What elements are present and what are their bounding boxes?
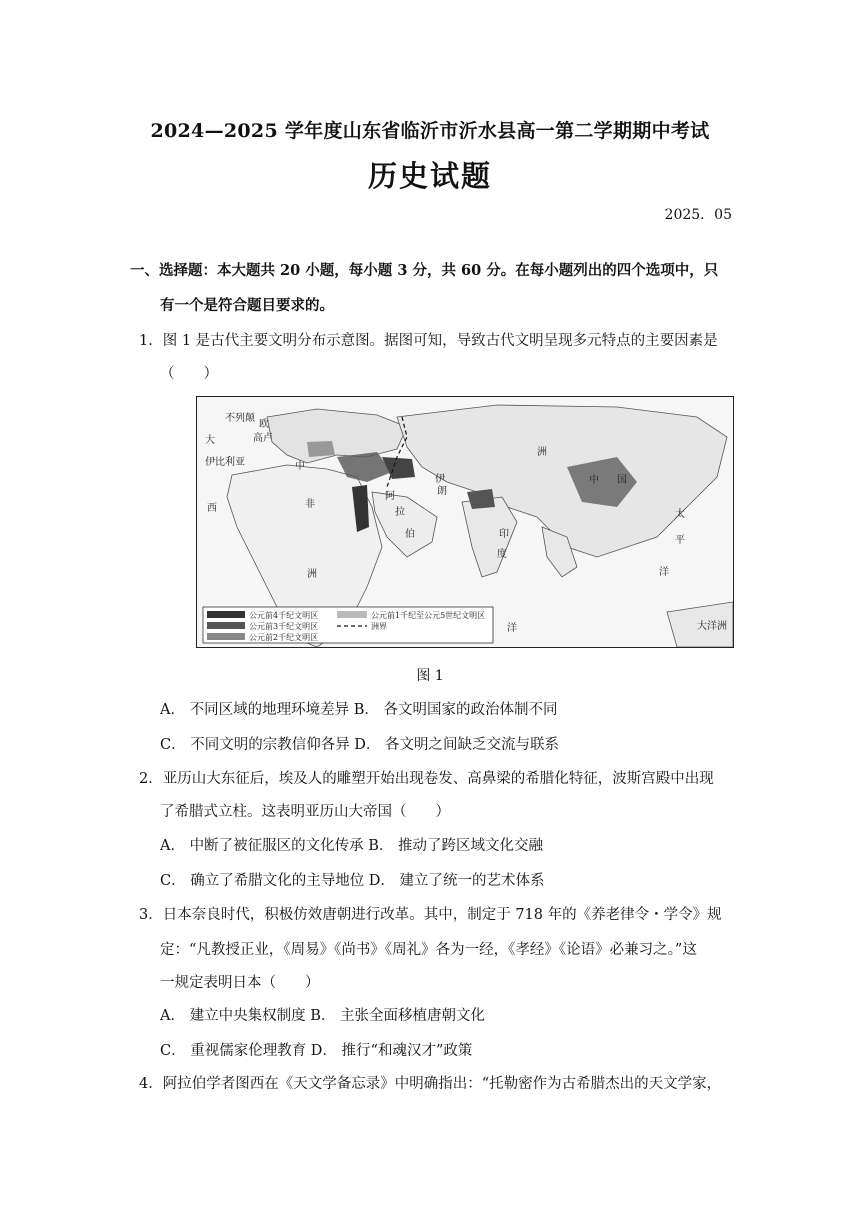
q3-stem-line3: 一规定表明日本（ ） — [160, 975, 320, 991]
svg-text:洲: 洲 — [307, 569, 317, 580]
svg-text:大洋洲: 大洋洲 — [697, 621, 727, 632]
q3-stem-line1: 3．日本奈良时代，积极仿效唐朝进行改革。其中，制定于 718 年的《养老律令・学令》规 — [139, 907, 722, 923]
q3-options-line2: C． 重视儒家伦理教育 D． 推行“和魂汉才”政策 — [160, 1043, 473, 1059]
exam-date: 2025．05 — [664, 207, 732, 223]
q2-options-line1: A． 中断了被征服区的文化传承 B． 推动了跨区域文化交融 — [160, 838, 543, 854]
svg-text:伯: 伯 — [405, 529, 415, 540]
svg-text:太: 太 — [675, 509, 685, 520]
svg-text:中: 中 — [589, 475, 599, 486]
svg-text:朗: 朗 — [437, 486, 447, 497]
subject-title: 历史试题 — [367, 159, 492, 193]
q2-stem-line2: 了希腊式立柱。这表明亚历山大帝国（ ） — [160, 804, 450, 820]
svg-text:中: 中 — [295, 461, 305, 472]
section-instructions-line2: 有一个是符合题目要求的。 — [160, 297, 334, 314]
svg-text:高卢: 高卢 — [253, 433, 273, 444]
svg-text:洋: 洋 — [507, 623, 517, 634]
svg-text:公元前3千纪文明区: 公元前3千纪文明区 — [249, 622, 319, 631]
svg-text:国: 国 — [617, 475, 627, 486]
q1-options-line2: C． 不同文明的宗教信仰各异 D． 各文明之间缺乏交流与联系 — [160, 737, 560, 753]
q1-stem-line1: 1．图 1 是古代主要文明分布示意图。据图可知，导致古代文明呈现多元特点的主要因素是 — [139, 333, 718, 349]
svg-text:非: 非 — [305, 499, 315, 510]
svg-text:拉: 拉 — [395, 507, 405, 518]
svg-text:大: 大 — [205, 435, 215, 446]
svg-text:伊比利亚: 伊比利亚 — [205, 457, 245, 468]
svg-text:公元前1千纪至公元5世纪文明区: 公元前1千纪至公元5世纪文明区 — [371, 611, 486, 620]
svg-text:度: 度 — [497, 549, 507, 560]
q2-stem-line1: 2．亚历山大东征后，埃及人的雕塑开始出现卷发、高鼻梁的希腊化特征，波斯宫殿中出现 — [139, 771, 714, 787]
svg-text:公元前2千纪文明区: 公元前2千纪文明区 — [249, 633, 319, 642]
svg-text:公元前4千纪文明区: 公元前4千纪文明区 — [249, 611, 319, 620]
svg-text:欧: 欧 — [259, 419, 269, 430]
svg-text:洲界: 洲界 — [371, 622, 387, 631]
svg-text:阿: 阿 — [385, 491, 395, 502]
q1-stem-line2: （ ） — [160, 366, 218, 382]
svg-text:洲: 洲 — [537, 447, 547, 458]
q1-options-line1: A． 不同区域的地理环境差异 B． 各文明国家的政治体制不同 — [160, 702, 558, 718]
figure-caption: 图 1 — [416, 668, 444, 684]
svg-text:平: 平 — [675, 535, 685, 546]
svg-text:西: 西 — [207, 503, 217, 514]
ancient-civilizations-map — [196, 396, 734, 648]
svg-text:伊: 伊 — [435, 474, 445, 485]
section-instructions-line1: 一、选择题：本大题共 20 小题，每小题 3 分，共 60 分。在每小题列出的四个选项中，只 — [130, 262, 719, 279]
q4-stem-line1: 4．阿拉伯学者图西在《天文学备忘录》中明确指出：“托勒密作为古希腊杰出的天文学家， — [139, 1076, 722, 1092]
svg-text:印: 印 — [499, 529, 509, 540]
exam-title: 2024—2025 学年度山东省临沂市沂水县高一第二学期期中考试 — [150, 120, 710, 142]
q2-options-line2: C． 确立了希腊文化的主导地位 D． 建立了统一的艺术体系 — [160, 873, 545, 889]
q3-options-line1: A． 建立中央集权制度 B． 主张全面移植唐朝文化 — [160, 1008, 485, 1024]
svg-text:洋: 洋 — [659, 567, 669, 578]
q3-stem-line2: 定：“凡教授正业，《周易》《尚书》《周礼》各为一经，《孝经》《论语》必兼习之。”这 — [160, 942, 697, 958]
svg-text:不列颠: 不列颠 — [225, 413, 255, 424]
